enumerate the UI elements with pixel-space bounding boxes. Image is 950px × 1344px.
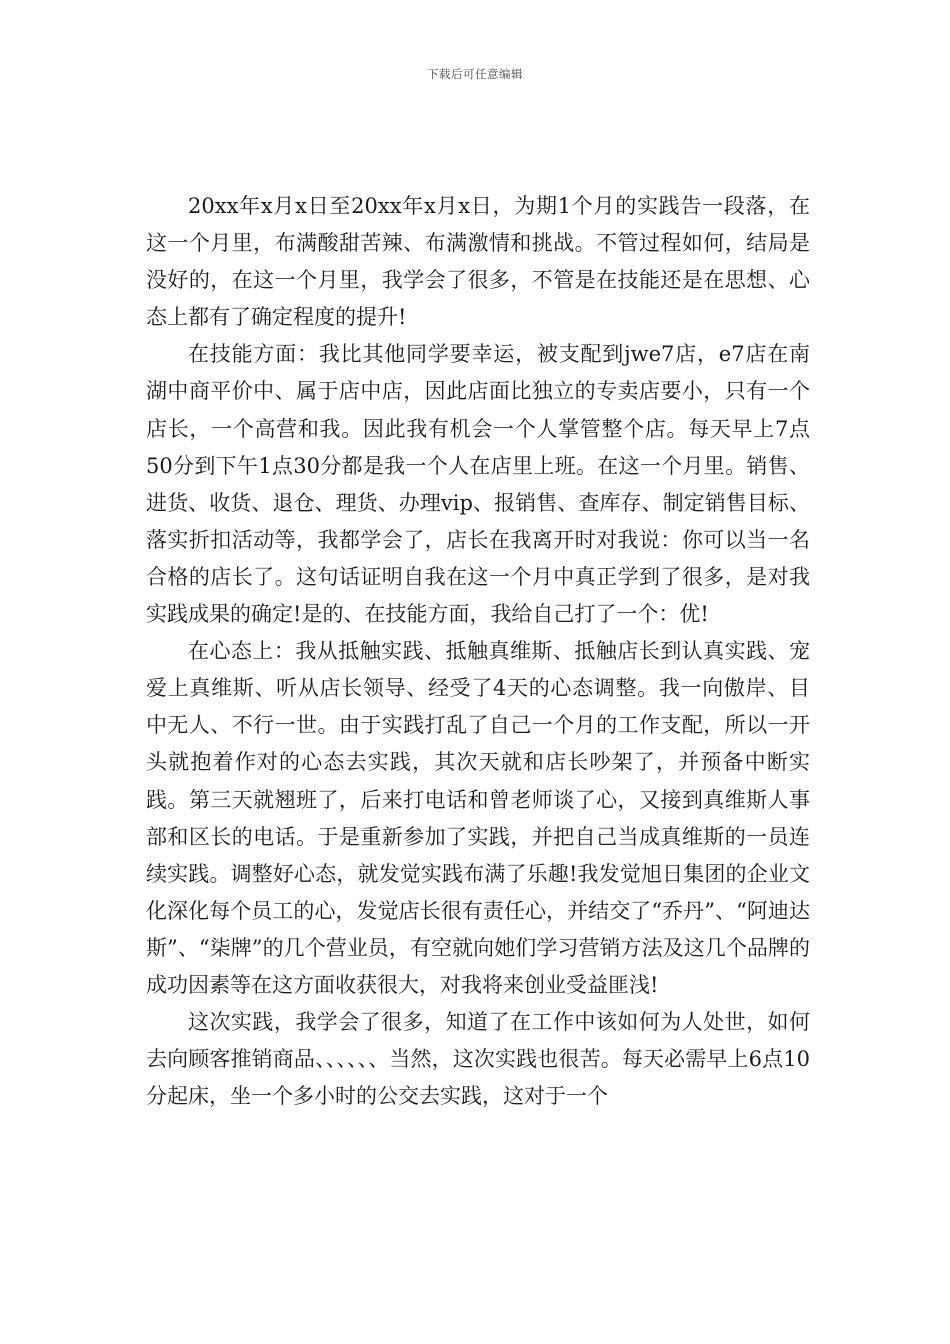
paragraph-summary: 这次实践，我学会了很多，知道了在工作中该如何为人处世，如何去向顾客推销商品、、、、、、当然，这次实践也很苦。每天必需早上6点10分起床，坐一个多小时的公交去实践，这对于一个 bbox=[146, 1010, 810, 1109]
paragraph-mindset: 在心态上：我从抵触实践、抵触真维斯、抵触店长到认真实践、宠爱上真维斯、听从店长领导、经受了4天的心态调整。我一向傲岸、目中无人、不行一世。由于实践打乱了自己一个月的工作支配，所以一开头就抱着作对的心态去实践，其次天就和店长吵架了，并预备中断实践。第三天就翘班了，后来打电话和曾老师谈了心，又接到真维斯人事部和区长的电话。于是重新参加了实践，并把自己当成真维斯的一员连续实践。调整好心态，就发觉实践布满了乐趣!我发觉旭日集团的企业文化深化每个员工的心，发觉店长很有责任心，并结交了“乔丹”、“阿迪达斯”、“柒牌”的几个营业员，有空就向她们学习营销方法及这几个品牌的成功因素等在这方面收获很大，对我将来创业受益匪浅! bbox=[146, 639, 810, 997]
paragraph-skills: 在技能方面：我比其他同学要幸运，被支配到jwe7店，e7店在南湖中商平价中、属于店中店，因此店面比独立的专卖店要小，只有一个店长，一个高营和我。因此我有机会一个人掌管整个店。每天早上7点50分到下午1点30分都是我一个人在店里上班。在这一个月里。销售、进货、收货、退仓、理货、办理vip、报销售、查库存、制定销售目标、落实折扣活动等，我都学会了，店长在我离开时对我说：你可以当一名合格的店长了。这句话证明自我在这一个月中真正学到了很多，是对我实践成果的确定!是的、在技能方面，我给自己打了一个：优! bbox=[146, 342, 810, 627]
document-body bbox=[146, 188, 810, 1115]
page-header: 下载后可任意编辑 bbox=[427, 67, 523, 81]
paragraph-intro: 20xx年x月x日至20xx年x月x日，为期1个月的实践告一段落，在这一个月里，布满酸甜苦辣、布满激情和挑战。不管过程如何，结局是没好的，在这一个月里，我学会了很多，不管是在技能还是在思想、心态上都有了确定程度的提升! bbox=[146, 194, 810, 330]
